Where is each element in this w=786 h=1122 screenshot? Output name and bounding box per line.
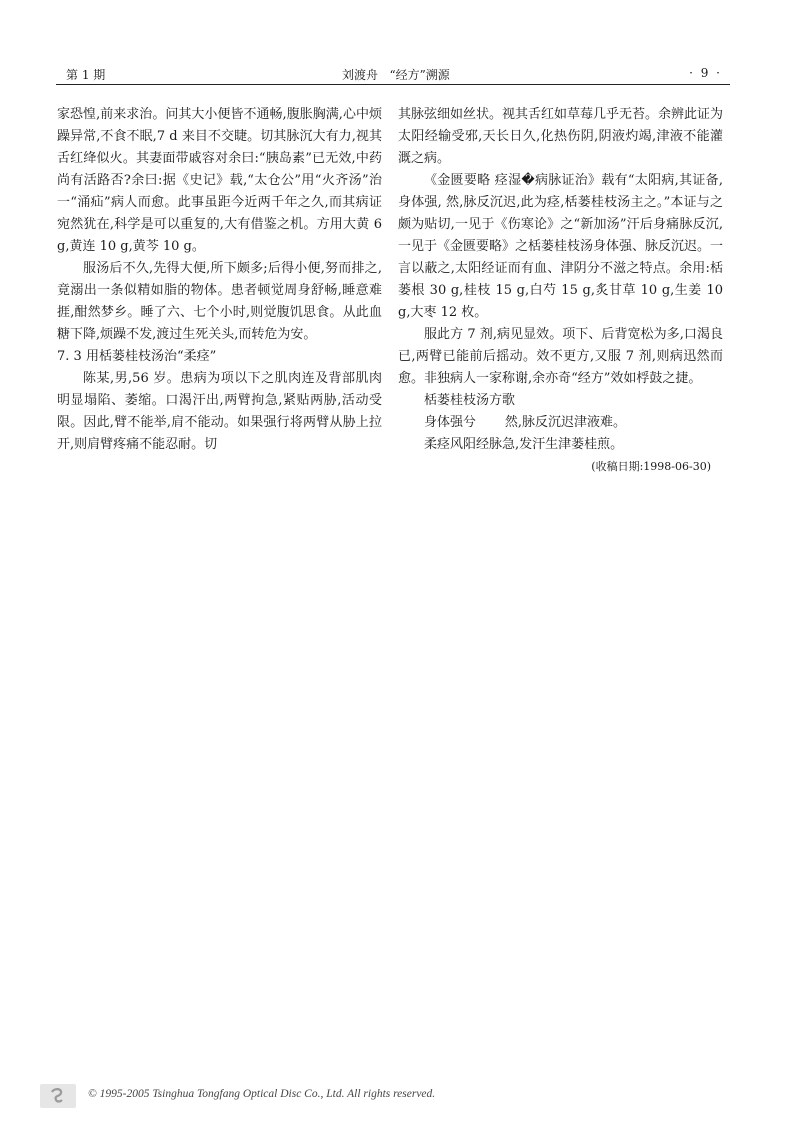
paragraph-quote: 《金匮要略 痉湿�病脉证治》载有“太阳病,其证备,身体强, 然,脉反沉迟,此为痉,栝蒌桂枝汤主之。”本证与之颇为贴切,一见于《伤寒论》之“新加汤”汗后身痛脉反沉,一见于《金匮要略》之栝蒌桂枝汤身体强、脉反沉迟。一言以蔽之,太阳经证而有血、津阴分不滋之特点。余用:栝蒌根 30 g,桂枝 15 g,白芍 15 g,炙甘草 10 g,生姜 10 g,大枣 12 枚。 bbox=[398, 173, 724, 320]
issue-number: 第 1 期 bbox=[66, 68, 106, 82]
section-heading: 7. 3 用栝蒌桂枝汤治“柔痉” bbox=[57, 349, 217, 364]
page-number: · 9 · bbox=[689, 66, 722, 80]
paragraph: 服汤后不久,先得大便,所下颇多;后得小便,努而排之,竟溺出一条似精如脂的物体。患者顿觉周身舒畅,睡意难捱,酣然梦乡。睡了六、七个小时,则觉腹饥思食。从此血糖下降,烦躁不发,渡过生死关头,而转危为安。 bbox=[57, 261, 382, 342]
publisher-logo-icon bbox=[40, 1084, 76, 1108]
left-column bbox=[57, 104, 382, 456]
poem-line: 柔痉风阳经脉急,发汗生津蒌桂煎。 bbox=[424, 437, 624, 452]
copyright-notice: © 1995-2005 Tsinghua Tongfang Optical Disc Co., Ltd. All rights reserved. bbox=[88, 1088, 436, 1100]
paragraph-continued: 家恐惶,前来求治。问其大小便皆不通畅,腹胀胸满,心中烦躁异常,不食不眠,7 d 来目不交睫。切其脉沉大有力,视其舌红绛似火。其妻面带戚容对余曰:“胰岛素”已无效,中药尚有活路否?余曰:据《史记》载,“太仓公”用“火齐汤”治一“涌疝”病人而愈。此事虽距今近两千年之久,而其病证宛然犹在,科学是可以重复的,大有借鉴之机。方用大黄 6 g,黄连 10 g,黄芩 10 g。 bbox=[57, 107, 382, 254]
poem-line: 身体强兮 然,脉反沉迟津液难。 bbox=[424, 415, 627, 430]
poem-title: 栝蒌桂枝汤方歌 bbox=[424, 393, 516, 408]
paragraph: 陈某,男,56 岁。患病为项以下之肌肉连及背部肌肉明显塌陷、萎缩。口渴汗出,两臂拘急,紧贴两胁,活动受限。因此,臂不能举,肩不能动。如果强行将两臂从胁上拉开,则肩臂疼痛不能忍耐。切 bbox=[57, 371, 382, 452]
footer bbox=[40, 1084, 600, 1110]
received-date: (收稿日期:1998-06-30) bbox=[591, 460, 711, 473]
paragraph: 服此方 7 剂,病见显效。项下、后背宽松为多,口渴良已,两臂已能前后摇动。效不更方,又服 7 剂,则病迅然而愈。非独病人一家称谢,余亦奇“经方”效如桴鼓之捷。 bbox=[398, 327, 723, 386]
right-column bbox=[398, 104, 723, 478]
running-header bbox=[56, 62, 730, 85]
paragraph-continued: 其脉弦细如丝状。视其舌红如草莓几乎无苔。余辨此证为太阳经输受邪,天长日久,化热伤阴,阴液灼竭,津液不能灌溉之病。 bbox=[398, 107, 724, 166]
article-running-title: 刘渡舟 “经方”溯源 bbox=[342, 68, 450, 82]
